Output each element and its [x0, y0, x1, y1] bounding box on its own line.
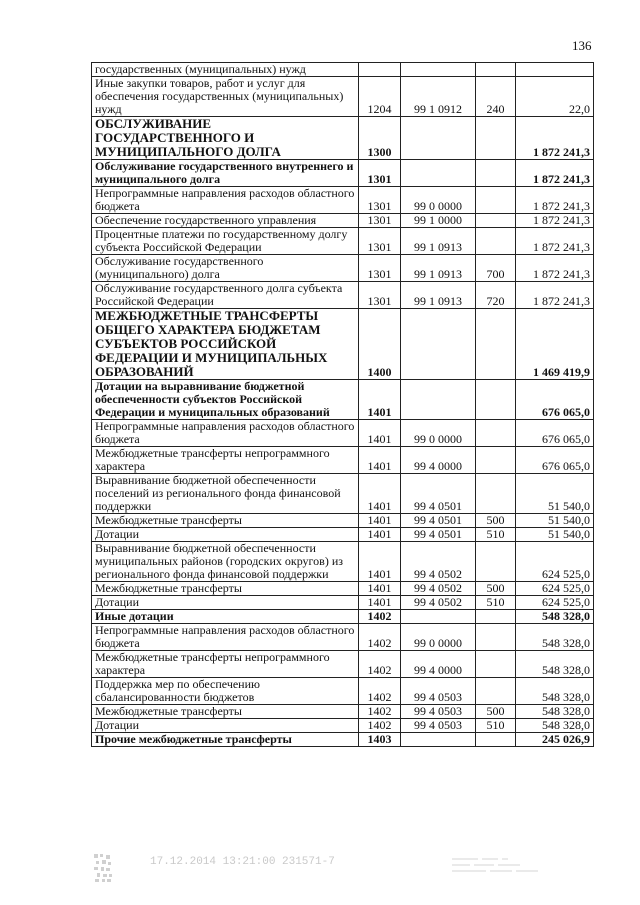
budget-table-body — [92, 63, 594, 747]
cell-kind: 510 — [476, 528, 516, 542]
page-number: 136 — [572, 38, 592, 53]
table-row — [92, 160, 594, 187]
cell-article — [401, 117, 476, 160]
cell-name: Выравнивание бюджетной обеспеченности поселений из регионального фонда финансовой поддержки — [92, 474, 359, 514]
cell-sum — [516, 63, 594, 77]
table-row — [92, 719, 594, 733]
cell-section: 1301 — [359, 160, 401, 187]
cell-sum: 548 328,0 — [516, 610, 594, 624]
cell-kind: 240 — [476, 77, 516, 117]
cell-article: 99 1 0913 — [401, 255, 476, 282]
cell-article: 99 0 0000 — [401, 420, 476, 447]
cell-article: 99 4 0000 — [401, 651, 476, 678]
cell-kind: 510 — [476, 719, 516, 733]
cell-kind: 720 — [476, 282, 516, 309]
table-row — [92, 309, 594, 380]
table-row — [92, 380, 594, 420]
cell-section: 1402 — [359, 678, 401, 705]
cell-article — [401, 63, 476, 77]
cell-section: 1301 — [359, 228, 401, 255]
table-row — [92, 474, 594, 514]
cell-kind — [476, 542, 516, 582]
table-row — [92, 228, 594, 255]
cell-name: Иные закупки товаров, работ и услуг для обеспечения государственных (муниципальных) нужд — [92, 77, 359, 117]
cell-kind — [476, 651, 516, 678]
cell-section: 1401 — [359, 596, 401, 610]
cell-name: МЕЖБЮДЖЕТНЫЕ ТРАНСФЕРТЫ ОБЩЕГО ХАРАКТЕРА БЮДЖЕТАМ СУБЪЕКТОВ РОССИЙСКОЙ ФЕДЕРАЦИИ И МУНИЦИПАЛЬНЫХ ОБРАЗОВАНИЙ — [92, 309, 359, 380]
cell-section: 1402 — [359, 705, 401, 719]
cell-kind: 500 — [476, 514, 516, 528]
cell-sum: 548 328,0 — [516, 705, 594, 719]
cell-section: 1401 — [359, 420, 401, 447]
cell-name: Дотации — [92, 528, 359, 542]
cell-sum: 1 872 241,3 — [516, 228, 594, 255]
cell-section: 1401 — [359, 542, 401, 582]
table-row — [92, 610, 594, 624]
cell-sum: 1 872 241,3 — [516, 187, 594, 214]
table-row — [92, 733, 594, 747]
table-row — [92, 678, 594, 705]
cell-name: Выравнивание бюджетной обеспеченности муниципальных районов (городских округов) из регионального фонда финансовой поддержки — [92, 542, 359, 582]
cell-kind: 510 — [476, 596, 516, 610]
footer-doc-id: 231571-7 — [282, 856, 335, 868]
cell-article — [401, 309, 476, 380]
table-row — [92, 651, 594, 678]
cell-name: Обслуживание государственного внутреннего и муниципального долга — [92, 160, 359, 187]
cell-sum: 676 065,0 — [516, 420, 594, 447]
cell-sum: 624 525,0 — [516, 542, 594, 582]
cell-sum: 51 540,0 — [516, 528, 594, 542]
cell-article: 99 1 0913 — [401, 228, 476, 255]
cell-name: Непрограммные направления расходов областного бюджета — [92, 420, 359, 447]
cell-sum: 1 872 241,3 — [516, 117, 594, 160]
cell-article: 99 4 0502 — [401, 542, 476, 582]
table-row — [92, 705, 594, 719]
table-row — [92, 596, 594, 610]
cell-kind — [476, 733, 516, 747]
cell-name: Обслуживание государственного (муниципального) долга — [92, 255, 359, 282]
cell-section: 1301 — [359, 255, 401, 282]
cell-article: 99 4 0502 — [401, 582, 476, 596]
cell-name: Прочие межбюджетные трансферты — [92, 733, 359, 747]
cell-name: Межбюджетные трансферты — [92, 705, 359, 719]
signature-stamp-icon — [450, 851, 540, 877]
cell-article: 99 1 0912 — [401, 77, 476, 117]
cell-section: 1401 — [359, 514, 401, 528]
cell-sum: 22,0 — [516, 77, 594, 117]
cell-section: 1300 — [359, 117, 401, 160]
cell-article — [401, 160, 476, 187]
cell-sum: 1 469 419,9 — [516, 309, 594, 380]
cell-section: 1401 — [359, 528, 401, 542]
cell-kind — [476, 420, 516, 447]
cell-article: 99 4 0503 — [401, 705, 476, 719]
cell-name: Межбюджетные трансферты — [92, 514, 359, 528]
cell-name: ОБСЛУЖИВАНИЕ ГОСУДАРСТВЕННОГО И МУНИЦИПАЛЬНОГО ДОЛГА — [92, 117, 359, 160]
cell-section: 1401 — [359, 582, 401, 596]
cell-kind: 500 — [476, 705, 516, 719]
cell-article: 99 0 0000 — [401, 187, 476, 214]
cell-sum: 1 872 241,3 — [516, 255, 594, 282]
cell-article: 99 4 0000 — [401, 447, 476, 474]
budget-table — [91, 62, 594, 747]
qr-stamp-icon — [92, 852, 114, 884]
cell-name: Обслуживание государственного долга субъекта Российской Федерации — [92, 282, 359, 309]
footer-date: 17.12.2014 13:21:00 — [150, 856, 276, 868]
cell-kind — [476, 228, 516, 255]
cell-sum: 548 328,0 — [516, 719, 594, 733]
table-row — [92, 282, 594, 309]
cell-kind — [476, 610, 516, 624]
cell-kind — [476, 187, 516, 214]
cell-name: Межбюджетные трансферты непрограммного характера — [92, 447, 359, 474]
table-row — [92, 514, 594, 528]
cell-section: 1301 — [359, 214, 401, 228]
cell-sum: 676 065,0 — [516, 447, 594, 474]
table-row — [92, 255, 594, 282]
cell-article: 99 0 0000 — [401, 624, 476, 651]
cell-article — [401, 610, 476, 624]
cell-section: 1204 — [359, 77, 401, 117]
table-row — [92, 63, 594, 77]
cell-section: 1402 — [359, 719, 401, 733]
cell-section: 1301 — [359, 187, 401, 214]
cell-name: Межбюджетные трансферты — [92, 582, 359, 596]
cell-name: Дотации — [92, 719, 359, 733]
cell-section: 1401 — [359, 380, 401, 420]
cell-sum: 51 540,0 — [516, 474, 594, 514]
cell-kind — [476, 160, 516, 187]
table-row — [92, 420, 594, 447]
cell-section: 1402 — [359, 610, 401, 624]
cell-section: 1301 — [359, 282, 401, 309]
cell-section: 1401 — [359, 447, 401, 474]
cell-kind: 500 — [476, 582, 516, 596]
cell-kind — [476, 117, 516, 160]
cell-section — [359, 63, 401, 77]
table-row — [92, 187, 594, 214]
cell-name: Дотации на выравнивание бюджетной обеспеченности субъектов Российской Федерации и муниципальных образований — [92, 380, 359, 420]
cell-article — [401, 380, 476, 420]
cell-name: Непрограммные направления расходов областного бюджета — [92, 187, 359, 214]
cell-article: 99 4 0501 — [401, 474, 476, 514]
cell-section: 1401 — [359, 474, 401, 514]
cell-article: 99 1 0000 — [401, 214, 476, 228]
cell-section: 1402 — [359, 624, 401, 651]
cell-article: 99 4 0501 — [401, 528, 476, 542]
table-row — [92, 542, 594, 582]
table-row — [92, 582, 594, 596]
cell-sum: 548 328,0 — [516, 678, 594, 705]
cell-kind — [476, 447, 516, 474]
cell-article — [401, 733, 476, 747]
cell-article: 99 4 0503 — [401, 719, 476, 733]
cell-kind — [476, 678, 516, 705]
cell-kind — [476, 63, 516, 77]
cell-article: 99 4 0502 — [401, 596, 476, 610]
cell-kind — [476, 309, 516, 380]
cell-kind — [476, 214, 516, 228]
cell-article: 99 4 0501 — [401, 514, 476, 528]
table-row — [92, 528, 594, 542]
cell-sum: 548 328,0 — [516, 624, 594, 651]
cell-sum: 1 872 241,3 — [516, 214, 594, 228]
cell-name: Непрограммные направления расходов областного бюджета — [92, 624, 359, 651]
cell-name: Межбюджетные трансферты непрограммного характера — [92, 651, 359, 678]
cell-kind — [476, 380, 516, 420]
cell-name: Процентные платежи по государственному долгу субъекта Российской Федерации — [92, 228, 359, 255]
table-row — [92, 447, 594, 474]
cell-kind — [476, 624, 516, 651]
table-row — [92, 624, 594, 651]
cell-sum: 624 525,0 — [516, 596, 594, 610]
cell-name: Поддержка мер по обеспечению сбалансированности бюджетов — [92, 678, 359, 705]
table-row — [92, 77, 594, 117]
cell-name: государственных (муниципальных) нужд — [92, 63, 359, 77]
cell-article: 99 1 0913 — [401, 282, 476, 309]
cell-sum: 245 026,9 — [516, 733, 594, 747]
cell-kind: 700 — [476, 255, 516, 282]
cell-name: Иные дотации — [92, 610, 359, 624]
cell-name: Обеспечение государственного управления — [92, 214, 359, 228]
cell-sum: 1 872 241,3 — [516, 282, 594, 309]
cell-section: 1400 — [359, 309, 401, 380]
table-row — [92, 214, 594, 228]
cell-sum: 548 328,0 — [516, 651, 594, 678]
cell-kind — [476, 474, 516, 514]
cell-sum: 624 525,0 — [516, 582, 594, 596]
cell-article: 99 4 0503 — [401, 678, 476, 705]
cell-name: Дотации — [92, 596, 359, 610]
table-row — [92, 117, 594, 160]
cell-sum: 676 065,0 — [516, 380, 594, 420]
cell-sum: 51 540,0 — [516, 514, 594, 528]
cell-section: 1402 — [359, 651, 401, 678]
cell-sum: 1 872 241,3 — [516, 160, 594, 187]
cell-section: 1403 — [359, 733, 401, 747]
